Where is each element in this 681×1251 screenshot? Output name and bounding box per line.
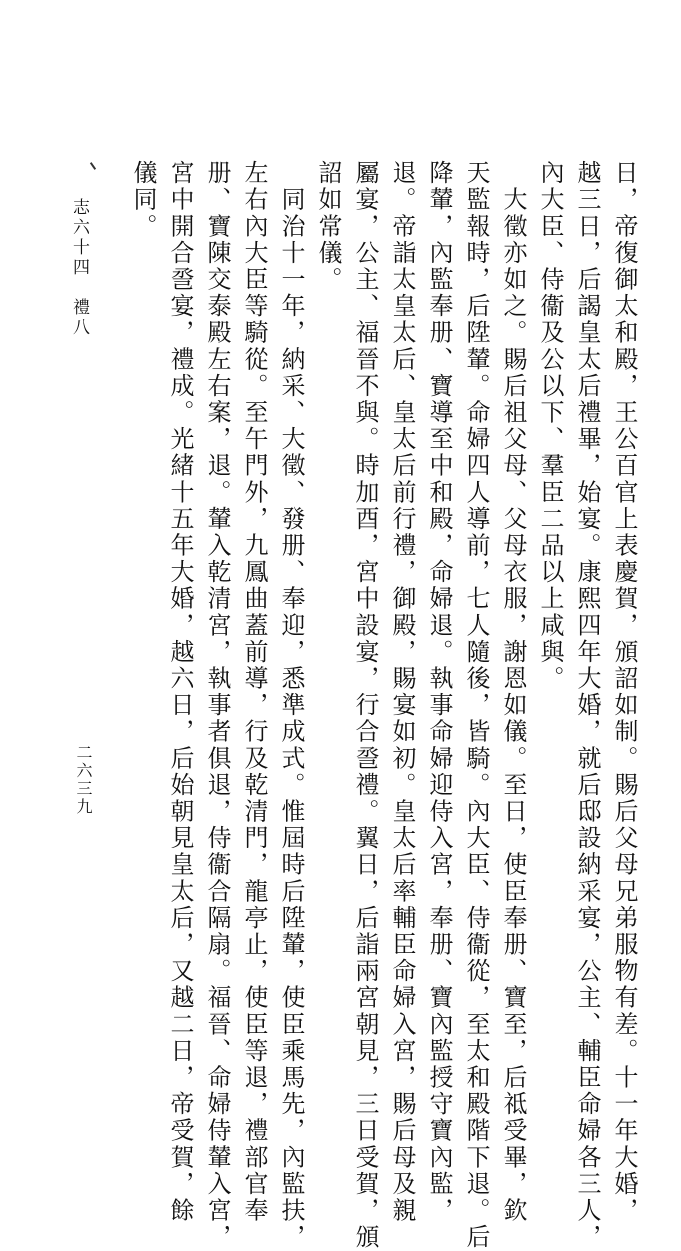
text-column-8: 屬宴，公主、福晉不與。時加酉，宮中設宴，行合巹禮。翼日，后詣兩宮朝見，三日受賀，頒	[351, 160, 379, 1251]
text-column-14: 儀同。	[129, 160, 157, 240]
text-column-5: 天監報時，后陞輦。命婦四人導前，七人隨後，皆騎。內大臣、侍衞從，至太和殿階下退。后	[462, 160, 490, 1251]
text-column-1: 日，帝復御太和殿，王公百官上表慶賀，頒詔如制。賜后父母兄弟服物有差。十一年大婚，	[610, 160, 638, 1224]
text-column-2: 越三日，后謁皇太后禮畢，始宴。康熙四年大婚，就后邸設納采宴，公主、輔臣命婦各三人，	[573, 160, 601, 1251]
text-column-12: 册、寶陳交泰殿左右案，退。輦入乾清宮，執事者俱退，侍衞合隔扇。福晉、命婦侍輦入宮，	[203, 160, 231, 1251]
text-column-9: 詔如常儀。	[314, 160, 342, 293]
text-column-11: 左右內大臣等騎從。至午門外，九鳳曲蓋前導，行及乾清門，龍亭止，使臣等退，禮部官奉	[240, 160, 268, 1224]
text-column-10b: 同治十一年，納采、大徵、發册、奉迎，悉準成式。惟屆時后陞輦，使臣乘馬先，內監扶，	[277, 160, 305, 1251]
page-number: 二六三九	[74, 744, 93, 816]
text-column-13: 宮中開合巹宴，禮成。光緒十五年大婚，越六日，后始朝見皇太后，又越二日，帝受賀，餘	[166, 160, 194, 1224]
text-column-6: 降輦，內監奉册、寶導至中和殿，命婦退。執事命婦迎侍入宮，奉册、寶內監授守寶內監，	[425, 160, 453, 1224]
chapter-title: 志六十四 禮八	[69, 198, 89, 338]
margin-tick-mark	[90, 162, 96, 170]
text-column-7: 退。帝詣太皇太后、皇太后前行禮，御殿，賜宴如初。皇太后率輔臣命婦入宮，賜后母及親	[388, 160, 416, 1224]
text-column-3: 內大臣、侍衞及公以下、羣臣二品以上咸與。	[536, 160, 564, 692]
text-column-4: 大徵亦如之。賜后祖父母、父母衣服，謝恩如儀。至日，使臣奉册、寶至，后祗受畢，欽	[499, 160, 527, 1224]
